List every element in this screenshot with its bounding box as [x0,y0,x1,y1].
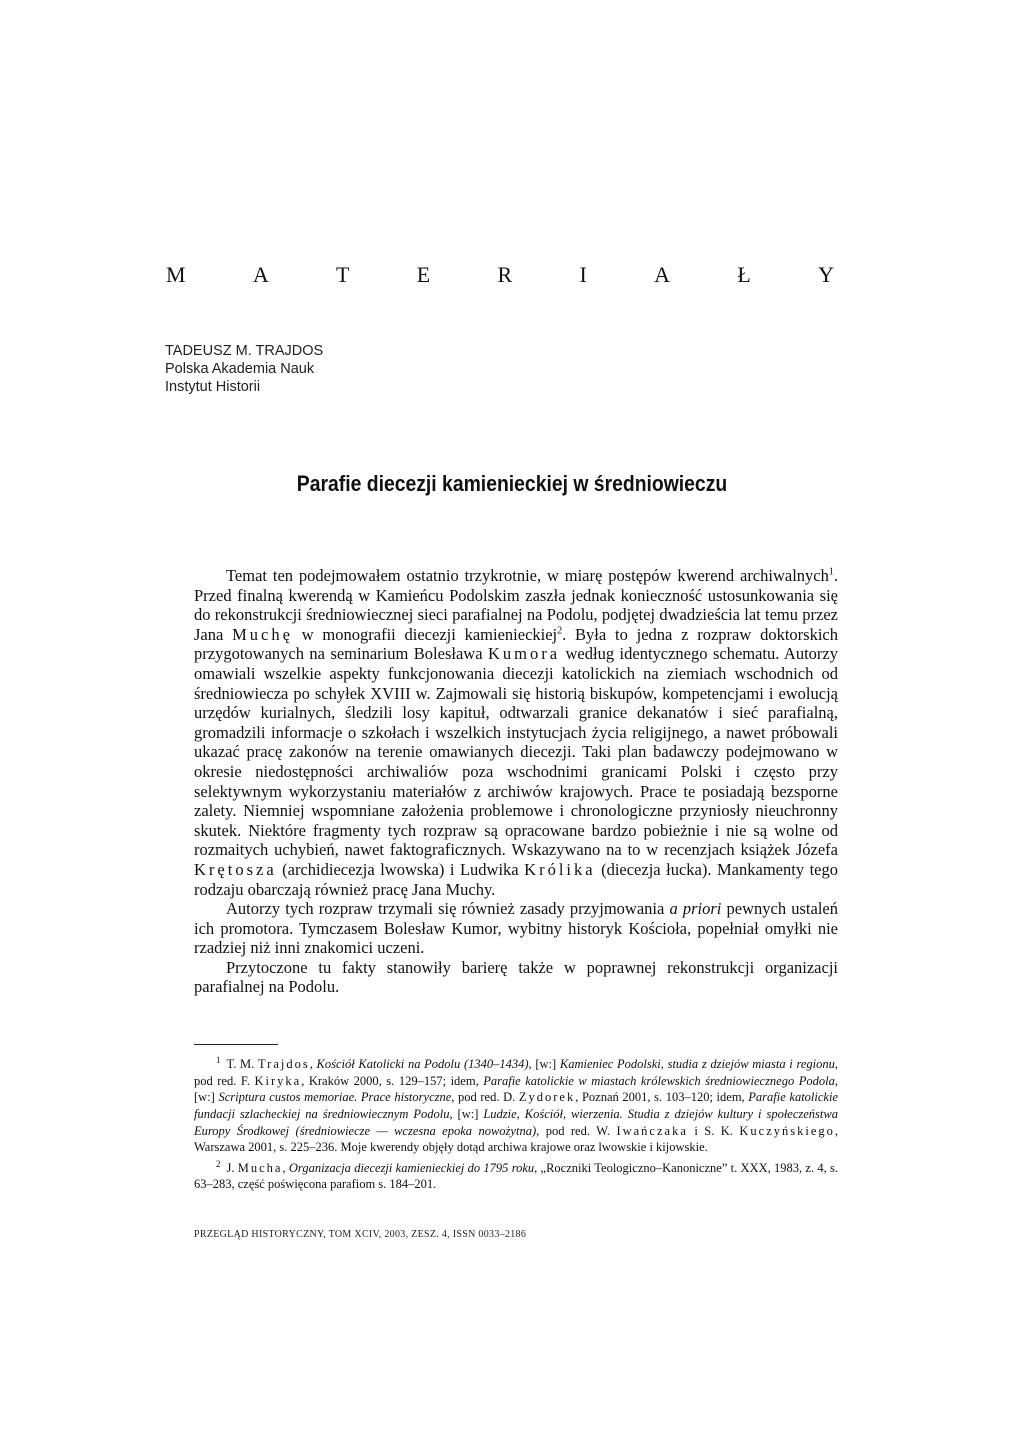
heading-letter: M [166,262,186,287]
italic-phrase: a priori [669,899,722,919]
text-run: i S. K. [687,1123,740,1138]
footnote-number: 2 [216,1158,221,1169]
body-paragraph: Przytoczone tu fakty stanowiły barierę także w poprawnej rekonstrukcji organizacji parafialnej na Podolu. [194,957,838,997]
text-run: , [w:] [528,1057,560,1072]
spaced-surname: Kiryka [254,1073,302,1088]
text-run: , Poznań 2001, s. 103–120; idem, [575,1090,749,1105]
footnote-number: 1 [216,1055,221,1065]
text-run: , pod red. D. [451,1090,519,1105]
heading-letter: Y [818,262,834,287]
heading-letter: A [252,262,269,287]
text-run: . Była to jedna z rozpraw doktorskich przygotowanych na seminarium Bolesława [194,624,838,664]
footnote-ref[interactable]: 2 [557,625,563,637]
spaced-surname: Iwańczaka [616,1123,688,1138]
italic-title: Kościół Katolicki na Podolu (1340–1434) [316,1057,529,1072]
italic-title: Organizacja diecezji kamienieckiej do 1795 roku [288,1160,535,1175]
heading-letter: A [654,262,671,287]
text-run: według identycznego schematu. Autorzy omawiali wszelkie aspekty funkcjonowania diecezji katolickich na ziemiach wschodnich od średniowiecza po schyłek XVIII w. Zajmowali się historią biskupów, kompetencjami i ewolucją urzędów kurialnych, śledzili losy kapituł, odtwarzali granice dekanatów i sieć parafialną, gromadzili informacje o szkołach i wszelkich instytucjach życia religijnego, a nawet próbowali ukazać pracę zakonów na terenie omawianych diecezji. Taki plan badawczy podejmowano w okresie niedostępności archiwaliów poza wschodnimi granicami Polski i często przy selektywnym wykorzystaniu materiałów z archiwów krajowych. Prace te posiadają bezsporne zalety. Niemniej wspomniane założenia problemowe i chronologiczne przyniosły nieuchronny skutek. Niektóre fragmenty tych rozpraw są opracowane bardzo pobieżnie i nie są wolne od rozmaitych uchybień, nawet faktograficznych. Wskazywano na to w recenzjach książek Józefa [194,644,838,860]
heading-letter: R [497,262,513,287]
text-run: , pod red. F. [194,1057,839,1088]
author-block [165,342,323,396]
text-run: , pod red. W. [536,1123,617,1138]
spaced-surname: Kuczyńskiego [739,1123,835,1138]
spaced-surname: Krętosza [194,859,277,879]
section-heading [166,262,834,288]
footnote-ref[interactable]: 1 [828,566,834,578]
text-run: , [282,1160,289,1175]
text-run: , „Roczniki Teologiczno–Kanoniczne” t. XXX, 1983, z. 4, s. 63–283, część poświęcona parafiom s. 184–201. [194,1160,838,1192]
text-run: pewnych ustaleń ich promotora. Tymczasem Bolesław Kumor, wybitny historyk Kościoła, popełniał omyłki nie rzadziej niż inni znakomici uczeni. [194,899,838,958]
text-run: T. M. [226,1057,258,1072]
author-affiliation: Polska Akademia Nauk [165,361,315,377]
heading-letter: Ł [737,262,751,287]
heading-letter: I [579,262,587,287]
spaced-surname: Zydorek [518,1090,576,1105]
text-run: , [w:] [194,1073,838,1105]
heading-letter: E [416,262,431,287]
text-run: . Przed finalną kwerendą w Kamieńcu Podolskim zaszła jednak konieczność ustosunkowania się do rekonstrukcji średniowiecznej sieci parafialnej na Podolu, podjętej dwadzieścia lat temu przez Jana [194,566,838,644]
author-institute: Instytut Historii [165,379,261,395]
italic-title: Ludzie, Kościół, wierzenia. Studia z dziejów kultury i społeczeństwa Europy Środkowej (średniowiecze — wczesna epoka nowożytna) [194,1106,838,1138]
spaced-surname: Muchę [232,624,293,644]
italic-title: Parafie katolickie fundacji szlacheckiej na średniowiecznym Podolu [194,1090,838,1121]
footnote-1 [194,1052,838,1156]
text-run: , Warszawa 2001, s. 225–236. Moje kwerendy objęły dotąd archiwa krajowe oraz lwowskie i kijowskie. [194,1123,839,1155]
heading-letter: T [336,262,350,287]
text-run: Autorzy tych rozpraw trzymali się również zasady przyjmowania [226,899,670,919]
spaced-surname: Mucha [237,1160,283,1175]
italic-title: Scriptura custos memoriae. Prace historyczne [218,1090,452,1105]
text-run: (archidiecezja lwowska) i Ludwika [276,859,525,879]
text-run: (diecezja łucka). Mankamenty tego rodzaju obarczają również pracę Jana Muchy. [194,859,838,899]
text-run: , [309,1057,317,1072]
author-name: TADEUSZ M. TRAJDOS [165,343,324,359]
footnote-divider [194,1044,278,1045]
text-run: w monografii diecezji kamienieckiej [292,624,558,644]
spaced-surname: Królika [524,859,596,879]
text-run: J. [226,1160,238,1175]
footnote-2 [194,1156,838,1193]
text-run: Temat ten podejmowałem ostatnio trzykrotnie, w miarę postępów kwerend archiwalnych [226,566,829,585]
italic-title: Parafie katolickie w miastach królewskich średniowiecznego Podola [483,1073,835,1088]
text-run: , Kraków 2000, s. 129–157; idem, [301,1073,484,1088]
article-title: Parafie diecezji kamienieckiej w średniowieczu [296,471,728,496]
spaced-surname: Trajdos [257,1057,310,1072]
article-body [194,566,838,997]
italic-title: Kamieniec Podolski, studia z dziejów miasta i regionu [559,1057,835,1072]
text-run: , [w:] [449,1106,484,1121]
body-paragraph [194,899,838,958]
spaced-surname: Kumora [487,644,561,664]
footnotes [194,1052,838,1193]
journal-footer: PRZEGLĄD HISTORYCZNY, TOM XCIV, 2003, ZESZ. 4, ISSN 0033–2186 [194,1229,527,1240]
body-paragraph [194,566,838,899]
